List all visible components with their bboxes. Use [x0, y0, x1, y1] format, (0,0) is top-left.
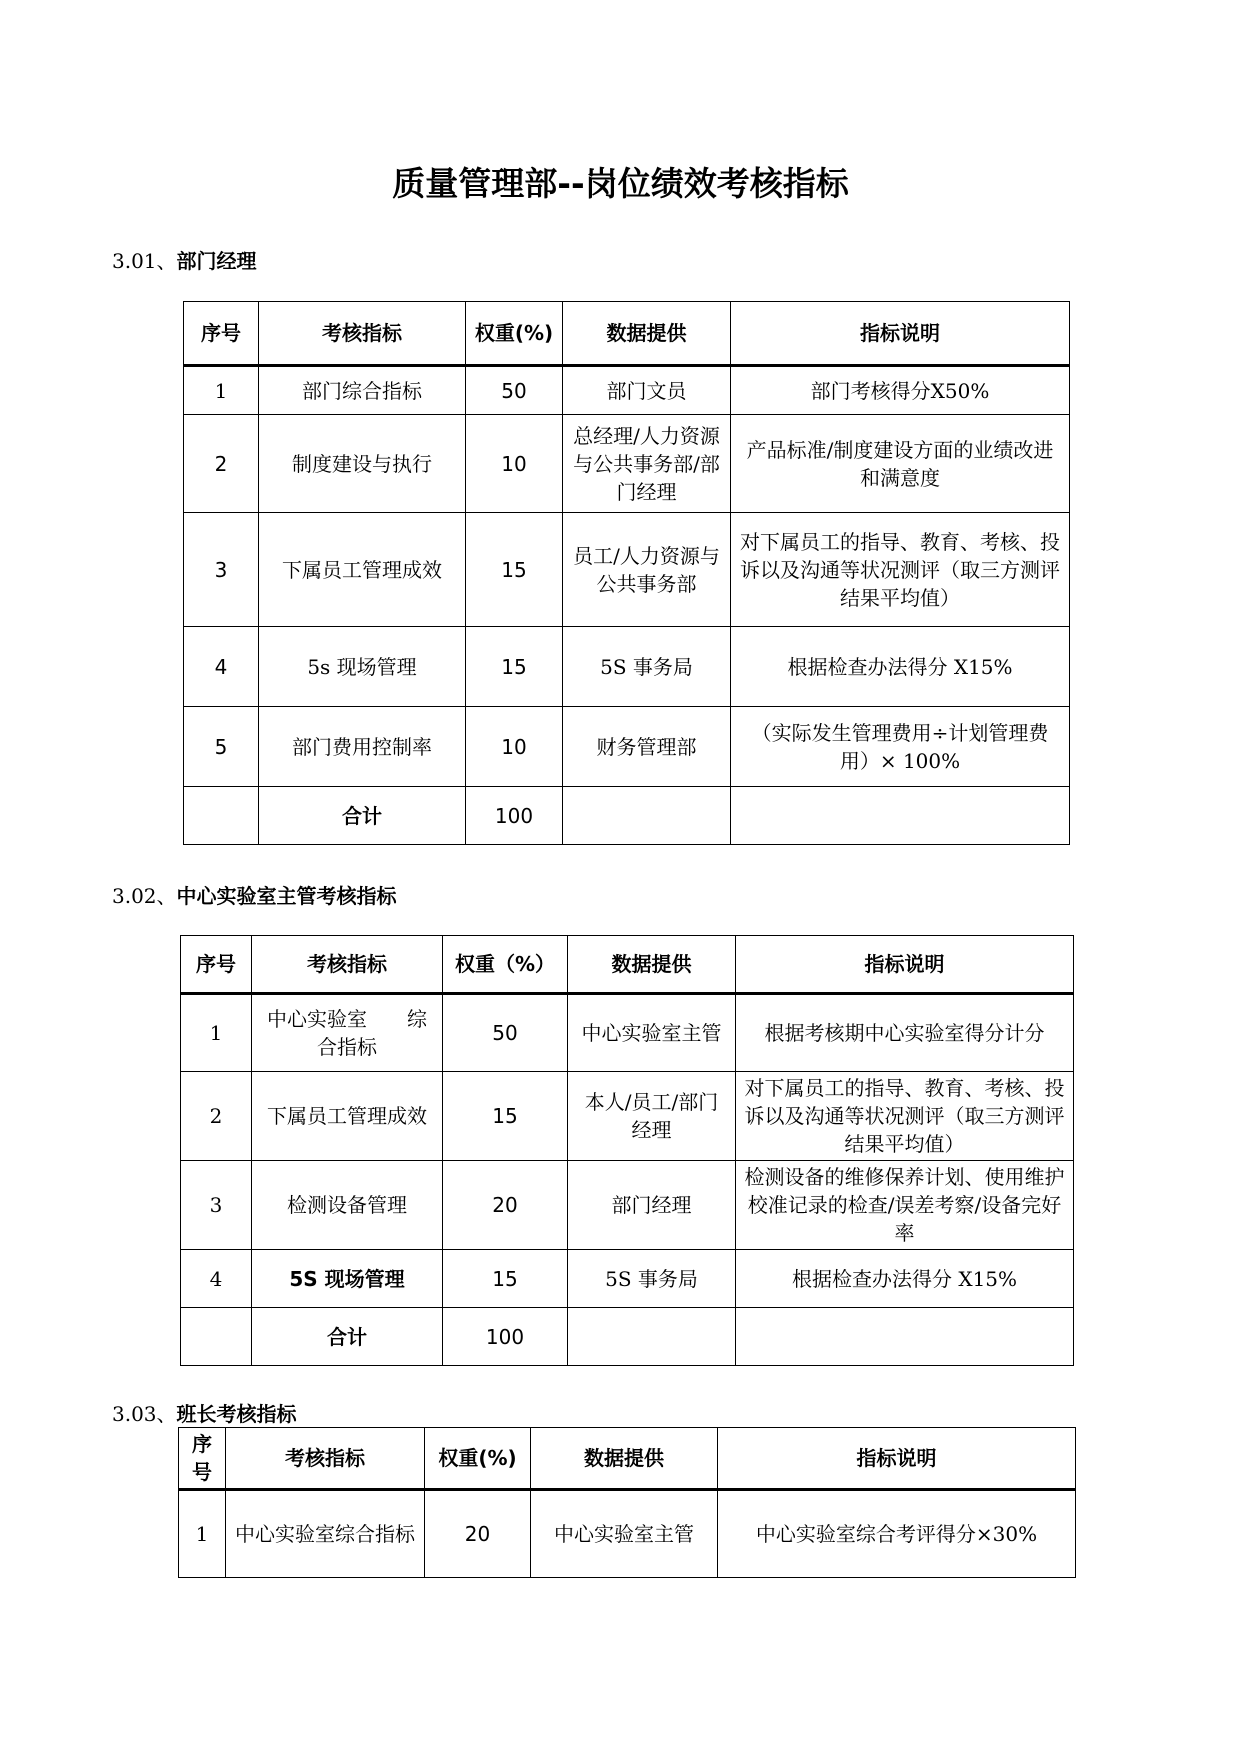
table-row [184, 415, 1070, 513]
cell-description: 产品标准/制度建设方面的业绩改进和满意度 [731, 415, 1070, 513]
cell-data-source: 5S 事务局 [568, 1250, 736, 1308]
cell-seq: 1 [181, 994, 252, 1072]
cell-data-source: 部门文员 [563, 366, 731, 415]
cell-total-label: 合计 [252, 1308, 443, 1366]
cell-seq: 4 [181, 1250, 252, 1308]
cell-indicator: 下属员工管理成效 [259, 513, 466, 627]
cell-data-source: 财务管理部 [563, 707, 731, 787]
section-heading-3-02 [112, 880, 397, 909]
cell-data-source: 中心实验室主管 [568, 994, 736, 1072]
cell-description: （实际发生管理费用÷计划管理费用）× 100% [731, 707, 1070, 787]
cell-weight: 15 [466, 627, 563, 707]
cell-indicator: 制度建设与执行 [259, 415, 466, 513]
table-header-row [181, 936, 1074, 994]
cell-description: 根据检查办法得分 X15% [736, 1250, 1074, 1308]
table-row [181, 1072, 1074, 1161]
header-data-source: 数据提供 [531, 1428, 718, 1490]
cell-weight: 15 [443, 1250, 568, 1308]
header-seq: 序号 [184, 302, 259, 366]
cell-description: 对下属员工的指导、教育、考核、投诉以及沟通等状况测评（取三方测评结果平均值） [736, 1072, 1074, 1161]
cell-indicator: 中心实验室 综合指标 [252, 994, 443, 1072]
cell-seq: 5 [184, 707, 259, 787]
cell-indicator: 检测设备管理 [252, 1161, 443, 1250]
table-total-row [184, 787, 1070, 845]
cell-seq: 1 [179, 1490, 226, 1578]
header-indicator: 考核指标 [226, 1428, 425, 1490]
header-weight: 权重(%) [466, 302, 563, 366]
cell-total-label: 合计 [259, 787, 466, 845]
cell-weight: 50 [466, 366, 563, 415]
cell-empty [184, 787, 259, 845]
cell-indicator: 部门综合指标 [259, 366, 466, 415]
table-total-row [181, 1308, 1074, 1366]
cell-description: 对下属员工的指导、教育、考核、投诉以及沟通等状况测评（取三方测评结果平均值） [731, 513, 1070, 627]
cell-seq: 1 [184, 366, 259, 415]
cell-data-source: 5S 事务局 [563, 627, 731, 707]
cell-indicator: 5s 现场管理 [259, 627, 466, 707]
cell-empty [568, 1308, 736, 1366]
header-indicator: 考核指标 [252, 936, 443, 994]
cell-indicator: 5S 现场管理 [252, 1250, 443, 1308]
table-row [181, 1250, 1074, 1308]
header-weight: 权重（%） [443, 936, 568, 994]
header-description: 指标说明 [718, 1428, 1076, 1490]
table-row [181, 994, 1074, 1072]
cell-indicator: 中心实验室综合指标 [226, 1490, 425, 1578]
header-description: 指标说明 [731, 302, 1070, 366]
cell-total-value: 100 [443, 1308, 568, 1366]
cell-weight: 10 [466, 707, 563, 787]
cell-weight: 10 [466, 415, 563, 513]
header-seq: 序号 [181, 936, 252, 994]
cell-weight: 20 [443, 1161, 568, 1250]
cell-weight: 15 [466, 513, 563, 627]
kpi-table-lab-supervisor [180, 935, 1074, 1366]
section-title: 班长考核指标 [176, 1402, 297, 1426]
header-data-source: 数据提供 [563, 302, 731, 366]
cell-empty [731, 787, 1070, 845]
section-heading-3-03 [112, 1398, 297, 1427]
cell-seq: 2 [184, 415, 259, 513]
cell-indicator: 部门费用控制率 [259, 707, 466, 787]
section-title: 部门经理 [176, 249, 257, 273]
cell-description: 中心实验室综合考评得分×30% [718, 1490, 1076, 1578]
kpi-table-department-manager [183, 301, 1070, 845]
table-header-row [179, 1428, 1076, 1490]
cell-weight: 20 [425, 1490, 531, 1578]
table-row [179, 1490, 1076, 1578]
cell-seq: 3 [184, 513, 259, 627]
cell-weight: 15 [443, 1072, 568, 1161]
section-heading-3-01 [112, 245, 257, 274]
cell-description: 根据考核期中心实验室得分计分 [736, 994, 1074, 1072]
page-title: 质量管理部--岗位绩效考核指标 [392, 164, 849, 203]
cell-data-source: 中心实验室主管 [531, 1490, 718, 1578]
header-indicator: 考核指标 [259, 302, 466, 366]
section-number: 3.01、 [112, 249, 177, 273]
header-description: 指标说明 [736, 936, 1074, 994]
cell-empty [181, 1308, 252, 1366]
cell-seq: 3 [181, 1161, 252, 1250]
cell-indicator: 下属员工管理成效 [252, 1072, 443, 1161]
table-row [184, 707, 1070, 787]
section-number: 3.03、 [112, 1402, 177, 1426]
cell-description: 根据检查办法得分 X15% [731, 627, 1070, 707]
section-title: 中心实验室主管考核指标 [176, 884, 397, 908]
table-row [184, 627, 1070, 707]
cell-seq: 4 [184, 627, 259, 707]
cell-data-source: 总经理/人力资源与公共事务部/部门经理 [563, 415, 731, 513]
cell-data-source: 部门经理 [568, 1161, 736, 1250]
cell-weight: 50 [443, 994, 568, 1072]
cell-total-value: 100 [466, 787, 563, 845]
cell-data-source: 员工/人力资源与公共事务部 [563, 513, 731, 627]
table-header-row [184, 302, 1070, 366]
cell-data-source: 本人/员工/部门经理 [568, 1072, 736, 1161]
cell-empty [736, 1308, 1074, 1366]
kpi-table-team-leader [178, 1427, 1076, 1578]
header-seq: 序号 [179, 1428, 226, 1490]
table-row [181, 1161, 1074, 1250]
table-row [184, 366, 1070, 415]
cell-description: 部门考核得分X50% [731, 366, 1070, 415]
header-weight: 权重(%) [425, 1428, 531, 1490]
cell-empty [563, 787, 731, 845]
header-data-source: 数据提供 [568, 936, 736, 994]
table-row [184, 513, 1070, 627]
cell-description: 检测设备的维修保养计划、使用维护校准记录的检查/误差考察/设备完好率 [736, 1161, 1074, 1250]
section-number: 3.02、 [112, 884, 177, 908]
cell-seq: 2 [181, 1072, 252, 1161]
